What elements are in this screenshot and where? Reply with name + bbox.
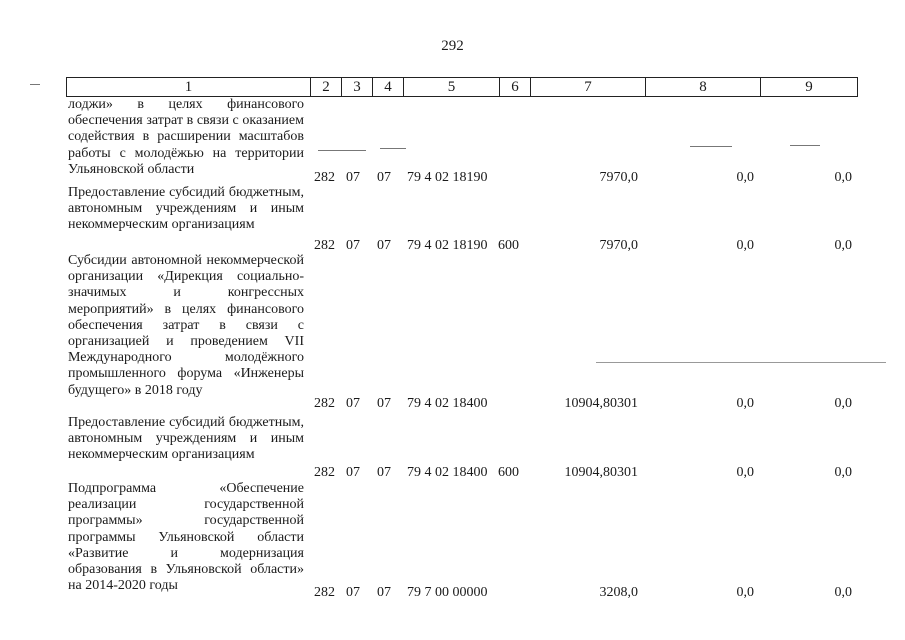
cell-c5: 79 4 02 18190 — [407, 170, 488, 185]
scan-artifact-line — [596, 362, 886, 363]
cell-c8: 0,0 — [736, 396, 754, 411]
cell-c3: 07 — [346, 170, 360, 185]
cell-c8: 0,0 — [736, 238, 754, 253]
scan-artifact-line — [380, 148, 406, 149]
cell-c9: 0,0 — [834, 465, 852, 480]
cell-c4: 07 — [377, 585, 391, 600]
cell-c9: 0,0 — [834, 170, 852, 185]
header-col-7: 7 — [530, 77, 645, 97]
cell-c8: 0,0 — [736, 465, 754, 480]
row-description: лоджи» в целях финансового обеспечения затрат в связи с оказанием содействия в расширении масштабов работы с молодёжью на территории Ульяновской области — [68, 97, 304, 177]
cell-c3: 07 — [346, 585, 360, 600]
row-description: Предоставление субсидий бюджетным, автономным учреждениям и иным некоммерческим организациям — [68, 415, 304, 463]
cell-c6: 600 — [498, 238, 519, 253]
cell-c7: 10904,80301 — [564, 465, 638, 480]
cell-c4: 07 — [377, 396, 391, 411]
cell-c5: 79 4 02 18400 — [407, 396, 488, 411]
cell-c3: 07 — [346, 396, 360, 411]
header-col-5: 5 — [403, 77, 499, 97]
cell-c4: 07 — [377, 238, 391, 253]
cell-c2: 282 — [314, 170, 335, 185]
cell-c2: 282 — [314, 238, 335, 253]
cell-c5: 79 4 02 18190 — [407, 238, 488, 253]
cell-c8: 0,0 — [736, 585, 754, 600]
cell-c7: 7970,0 — [599, 170, 638, 185]
header-col-3: 3 — [341, 77, 372, 97]
cell-c2: 282 — [314, 585, 335, 600]
cell-c2: 282 — [314, 396, 335, 411]
cell-c7: 10904,80301 — [564, 396, 638, 411]
header-col-9: 9 — [760, 77, 858, 97]
scan-artifact-line — [690, 146, 732, 147]
cell-c7: 7970,0 — [599, 238, 638, 253]
header-col-1: 1 — [66, 77, 310, 97]
cell-c4: 07 — [377, 170, 391, 185]
header-col-6: 6 — [499, 77, 530, 97]
table-header-row — [66, 77, 858, 97]
cell-c9: 0,0 — [834, 585, 852, 600]
cell-c4: 07 — [377, 465, 391, 480]
cell-c3: 07 — [346, 465, 360, 480]
header-col-2: 2 — [310, 77, 341, 97]
header-col-8: 8 — [645, 77, 760, 97]
cell-c6: 600 — [498, 465, 519, 480]
cell-c5: 79 7 00 00000 — [407, 585, 488, 600]
scan-artifact-line — [318, 150, 366, 151]
row-description: Субсидии автономной некоммерческой организации «Дирекция социально-значимых и конгрессных мероприятий» в целях финансового обеспечения затрат в связи с организацией и проведением VII Международного молодёжного промышленного форума «Инженеры будущего» в 2018 году — [68, 253, 304, 398]
row-description: Предоставление субсидий бюджетным, автономным учреждениям и иным некоммерческим организациям — [68, 185, 304, 233]
cell-c7: 3208,0 — [599, 585, 638, 600]
scan-artifact-line — [790, 145, 820, 146]
scan-artifact-line — [30, 84, 40, 85]
cell-c9: 0,0 — [834, 238, 852, 253]
cell-c3: 07 — [346, 238, 360, 253]
page-number: 292 — [441, 38, 464, 54]
header-col-4: 4 — [372, 77, 403, 97]
cell-c8: 0,0 — [736, 170, 754, 185]
row-description: Подпрограмма «Обеспечение реализации государственной программы» государственной программы Ульяновской области «Развитие и модернизация образования в Ульяновской области» на 2014-2020 годы — [68, 481, 304, 594]
cell-c5: 79 4 02 18400 — [407, 465, 488, 480]
cell-c9: 0,0 — [834, 396, 852, 411]
cell-c2: 282 — [314, 465, 335, 480]
